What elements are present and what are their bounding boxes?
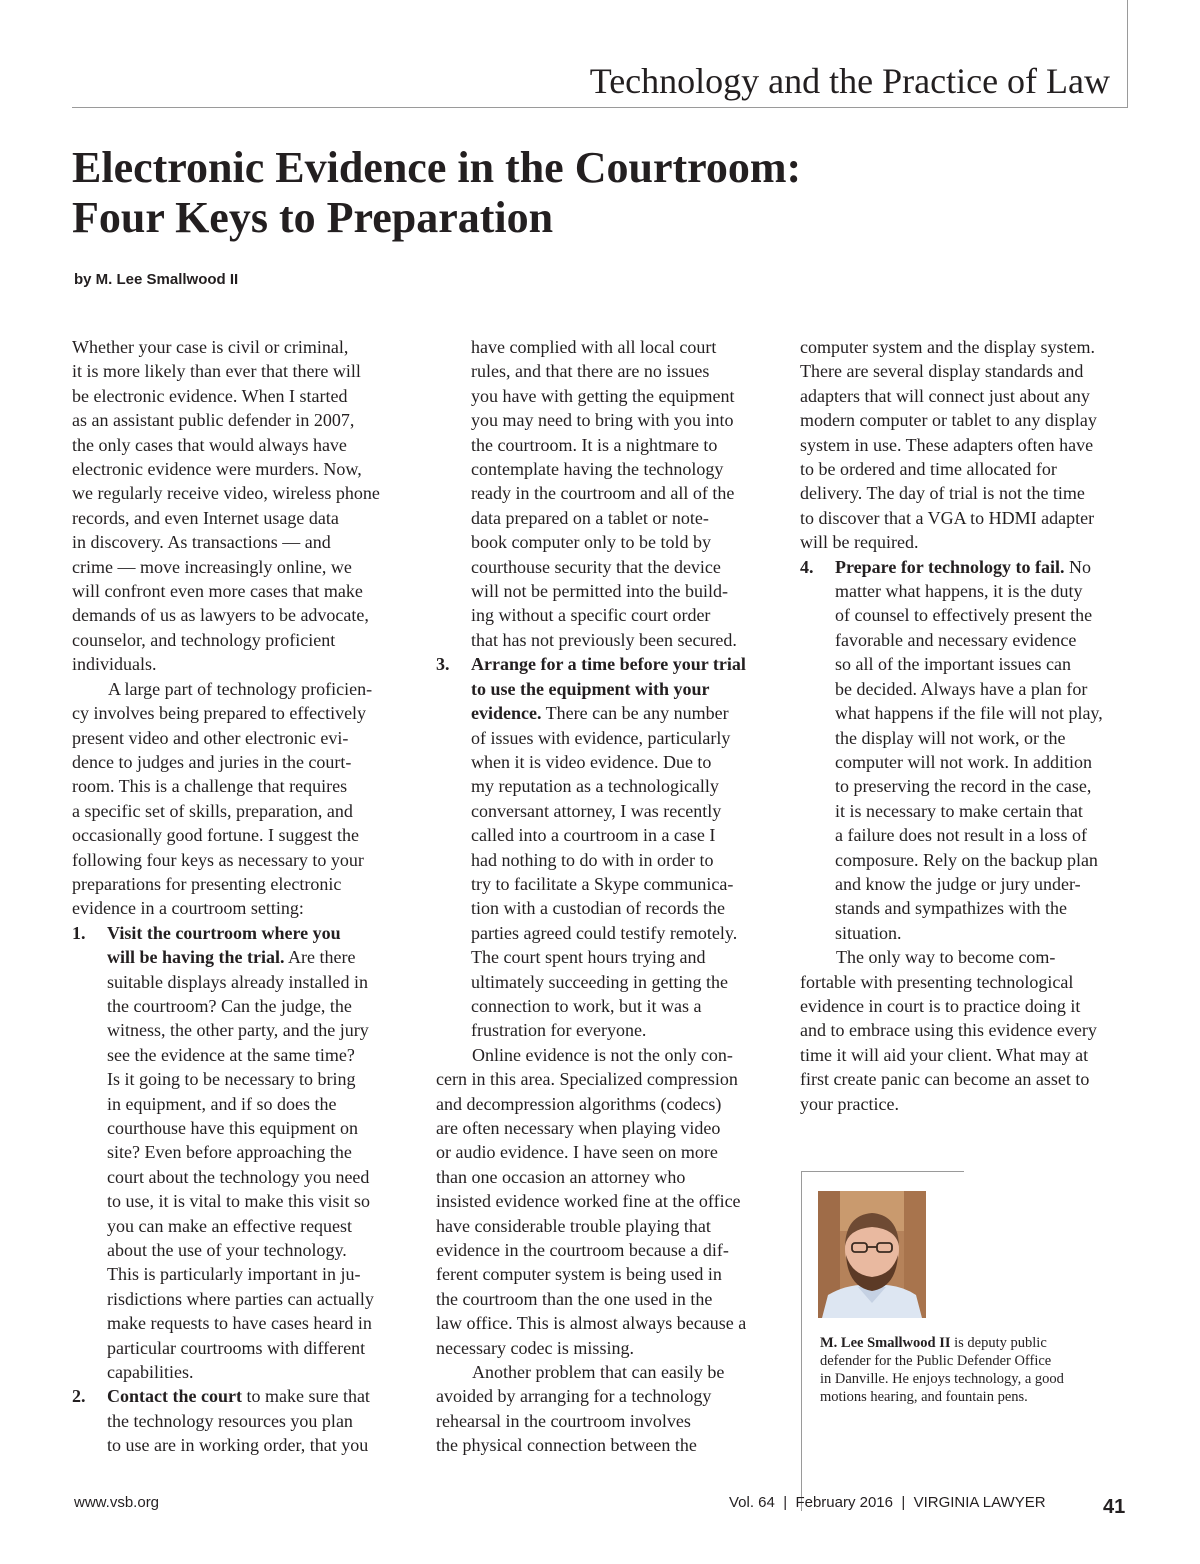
text-line: see the evidence at the same time? (107, 1044, 355, 1065)
text-line: Online evidence is not the only con- (472, 1044, 733, 1065)
text-line: called into a courtroom in a case I (471, 825, 716, 846)
text-line: rules, and that there are no issues (471, 361, 710, 382)
text-line: There are several display standards and (800, 361, 1084, 382)
header-vertical-rule (1127, 0, 1128, 108)
text-line: evidence in a courtroom setting: (72, 898, 304, 919)
author-photo (818, 1191, 926, 1318)
text-line: matter what happens, it is the duty (835, 581, 1083, 602)
bio-text: is deputy public (950, 1335, 1047, 1351)
text-line: we regularly receive video, wireless phone (72, 483, 380, 504)
text-line: modern computer or tablet to any display (800, 410, 1097, 431)
text-line (107, 945, 412, 969)
text-line: Whether your case is civil or criminal, (72, 337, 349, 357)
paragraph-conclusion (800, 945, 1140, 1116)
text-line: insisted evidence worked fine at the office (436, 1191, 741, 1212)
text-line: of issues with evidence, particularly (471, 727, 731, 748)
text-line: rehearsal in the courtroom involves (436, 1410, 691, 1431)
text-line: favorable and necessary evidence (835, 629, 1077, 650)
text-line (835, 555, 1140, 579)
text-line: connection to work, but it was a (471, 995, 702, 1016)
text-line: courthouse security that the device (471, 556, 721, 577)
text-line: frustration for everyone. (471, 1020, 647, 1041)
text-line: the only cases that would always have (72, 434, 347, 455)
item-lead: evidence. (471, 703, 542, 724)
text-line: motions hearing, and fountain pens. (820, 1389, 1028, 1405)
author-bio (820, 1334, 1120, 1406)
text-line: preparations for presenting electronic (72, 873, 342, 894)
text-line: particular courtrooms with different (107, 1337, 366, 1358)
text-line: will be required. (800, 532, 919, 553)
column-1 (72, 335, 412, 1458)
text-line: to discover that a VGA to HDMI adapter (800, 507, 1095, 528)
text-line: are often necessary when playing video (436, 1118, 721, 1138)
text-line: a specific set of skills, preparation, and (72, 800, 353, 821)
text-line: computer system and the display system. (800, 337, 1095, 357)
text-line: cy involves being prepared to effectively (72, 703, 367, 724)
text-line: occasionally good fortune. I suggest the (72, 825, 359, 846)
text-line: law office. This is almost always because a (436, 1313, 747, 1334)
item-number: 1. (72, 922, 86, 943)
paragraph-display-system (800, 335, 1140, 555)
item-lead: will be having the trial. (107, 947, 285, 968)
text-line: tion with a custodian of records the (471, 898, 725, 919)
text-line: delivery. The day of trial is not the time (800, 483, 1085, 504)
text-line: room. This is a challenge that requires (72, 776, 348, 797)
text-line: adapters that will connect just about any (800, 385, 1090, 406)
text-line: in discovery. As transactions — and (72, 532, 331, 553)
text-line: conversant attorney, I was recently (471, 800, 722, 821)
text-line: avoided by arranging for a technology (436, 1386, 712, 1407)
item-number: 2. (72, 1386, 86, 1407)
paragraph-proficiency (72, 677, 412, 921)
text-line: be decided. Always have a plan for (835, 678, 1088, 699)
text-line: This is particularly important in ju- (107, 1264, 361, 1285)
text-line: as an assistant public defender in 2007, (72, 410, 355, 431)
text-line: dence to judges and juries in the court- (72, 751, 352, 772)
text-line: make requests to have cases heard in (107, 1313, 372, 1334)
text-line (471, 701, 776, 725)
section-header: Technology and the Practice of Law (589, 61, 1110, 101)
text-line: that has not previously been secured. (471, 629, 737, 650)
text-line: and know the judge or jury under- (835, 873, 1081, 894)
title-line: Electronic Evidence in the Courtroom: (72, 143, 802, 192)
text-line: the courtroom? Can the judge, the (107, 995, 352, 1016)
text-line: composure. Rely on the backup plan (835, 849, 1098, 870)
text-line: first create panic can become an asset to (800, 1069, 1090, 1090)
text-line: will not be permitted into the build- (471, 581, 728, 602)
paragraph-intro (72, 335, 412, 677)
title-line: Four Keys to Preparation (72, 193, 554, 242)
text-line: crime — move increasingly online, we (72, 556, 352, 577)
text-line: a failure does not result in a loss of (835, 825, 1087, 846)
numbered-item-3 (436, 652, 776, 1043)
text-line: to use are in working order, that you (107, 1435, 369, 1456)
text-line: following four keys as necessary to your (72, 849, 364, 870)
text-line: it is necessary to make certain that (835, 800, 1083, 821)
numbered-item-4 (800, 555, 1140, 946)
text-line: to preserving the record in the case, (835, 776, 1092, 797)
text-line: of counsel to effectively present the (835, 605, 1093, 626)
author-name: M. Lee Smallwood II (820, 1335, 951, 1351)
text-line: cern in this area. Specialized compression (436, 1069, 738, 1090)
text-line: fortable with presenting technological (800, 971, 1074, 992)
numbered-item-1 (72, 921, 412, 1385)
bio-rule-left (801, 1171, 802, 1511)
text-line: to be ordered and time allocated for (800, 459, 1057, 480)
text-line: data prepared on a tablet or note- (471, 507, 709, 528)
footer-issue: Vol. 64 | February 2016 | VIRGINIA LAWYER (729, 1494, 1046, 1511)
text-line: electronic evidence were murders. Now, (72, 459, 362, 480)
byline: by M. Lee Smallwood II (74, 271, 239, 288)
item-text: Are there (284, 947, 356, 968)
text-line: the display will not work, or the (835, 727, 1066, 748)
text-line (820, 1334, 1120, 1352)
text-line: A large part of technology proficien- (108, 678, 373, 699)
column-3 (800, 335, 1140, 1116)
text-line: parties agreed could testify remotely. (471, 922, 738, 943)
column-2 (436, 335, 776, 1458)
bio-rule-top (802, 1171, 964, 1172)
text-line: Is it going to be necessary to bring (107, 1069, 356, 1090)
text-line: you can make an effective request (107, 1215, 353, 1236)
text-line: risdictions where parties can actually (107, 1288, 374, 1309)
numbered-item-2 (72, 1384, 412, 1457)
item-lead: Visit the courtroom where you (107, 922, 341, 943)
text-line: witness, the other party, and the jury (107, 1020, 369, 1041)
text-line: individuals. (72, 654, 157, 675)
item-text: There can be any number (541, 703, 729, 724)
text-line: evidence in court is to practice doing it (800, 995, 1081, 1016)
text-line: necessary codec is missing. (436, 1337, 634, 1358)
text-line: than one occasion an attorney who (436, 1166, 686, 1187)
text-line: it is more likely than ever that there will (72, 361, 361, 382)
item-lead: to use the equipment with your (471, 678, 710, 699)
text-line: your practice. (800, 1093, 899, 1114)
numbered-item-2-continued (436, 335, 776, 652)
text-line: or audio evidence. I have seen on more (436, 1142, 718, 1163)
text-line: will confront even more cases that make (72, 581, 363, 602)
text-line: the courtroom than the one used in the (436, 1288, 713, 1309)
text-line: have considerable trouble playing that (436, 1215, 711, 1236)
item-text: No (1064, 556, 1091, 577)
text-line: had nothing to do with in order to (471, 849, 714, 870)
footer-website: www.vsb.org (74, 1494, 160, 1511)
text-line: my reputation as a technologically (471, 776, 719, 797)
item-lead: Contact the court (107, 1386, 242, 1407)
item-lead: Arrange for a time before your trial (471, 654, 746, 675)
text-line (107, 921, 412, 945)
text-line: so all of the important issues can (835, 654, 1071, 675)
text-line (471, 677, 776, 701)
text-line: the technology resources you plan (107, 1410, 353, 1431)
text-line: The court spent hours trying and (471, 947, 706, 968)
author-photo-illustration (818, 1191, 926, 1318)
text-line: to use, it is vital to make this visit so (107, 1191, 370, 1212)
text-line: defender for the Public Defender Office (820, 1353, 1052, 1369)
text-line: ferent computer system is being used in (436, 1264, 722, 1285)
text-line: ultimately succeeding in getting the (471, 971, 728, 992)
text-line: suitable displays already installed in (107, 971, 368, 992)
text-line: situation. (835, 922, 902, 943)
text-line: and to embrace using this evidence every (800, 1020, 1097, 1041)
item-number: 3. (436, 654, 450, 675)
text-line: and decompression algorithms (codecs) (436, 1093, 722, 1114)
text-line: court about the technology you need (107, 1166, 370, 1187)
text-line: the physical connection between the (436, 1435, 697, 1456)
text-line: capabilities. (107, 1362, 194, 1383)
text-line: you have with getting the equipment (471, 385, 735, 406)
text-line: records, and even Internet usage data (72, 507, 339, 528)
text-line: time it will aid your client. What may at (800, 1044, 1089, 1065)
text-line: present video and other electronic evi- (72, 727, 349, 748)
text-line (471, 652, 776, 676)
article-title (72, 143, 801, 243)
text-line: system in use. These adapters often have (800, 434, 1094, 455)
text-line: demands of us as lawyers to be advocate, (72, 605, 369, 626)
text-line: book computer only to be told by (471, 532, 711, 553)
item-lead: Prepare for technology to fail. (835, 556, 1065, 577)
item-number: 4. (800, 556, 814, 577)
header-rule (72, 107, 1128, 108)
text-line: ing without a specific court order (471, 605, 711, 626)
text-line: the courtroom. It is a nightmare to (471, 434, 718, 455)
text-line (107, 1384, 412, 1408)
text-line: what happens if the file will not play, (835, 703, 1103, 724)
text-line: be electronic evidence. When I started (72, 385, 348, 406)
page-number: 41 (1103, 1496, 1126, 1518)
text-line: when it is video evidence. Due to (471, 751, 712, 772)
text-line: in equipment, and if so does the (107, 1093, 337, 1114)
text-line: have complied with all local court (471, 337, 717, 357)
text-line: you may need to bring with you into (471, 410, 734, 431)
text-line: try to facilitate a Skype communica- (471, 873, 734, 894)
text-line: site? Even before approaching the (107, 1142, 352, 1163)
text-line: stands and sympathizes with the (835, 898, 1067, 919)
text-line: evidence in the courtroom because a dif- (436, 1240, 729, 1261)
text-line: The only way to become com- (836, 947, 1056, 968)
text-line: in Danville. He enjoys technology, a good (820, 1371, 1064, 1387)
text-line: contemplate having the technology (471, 459, 724, 480)
text-line: courthouse have this equipment on (107, 1118, 358, 1138)
paragraph-online-evidence (436, 1043, 776, 1360)
paragraph-another-problem (436, 1360, 776, 1458)
text-line: about the use of your technology. (107, 1240, 347, 1261)
item-text: to make sure that (241, 1386, 370, 1407)
text-line: Another problem that can easily be (472, 1362, 725, 1383)
text-line: ready in the courtroom and all of the (471, 483, 735, 504)
text-line: computer will not work. In addition (835, 751, 1092, 772)
text-line: counselor, and technology proficient (72, 629, 336, 650)
